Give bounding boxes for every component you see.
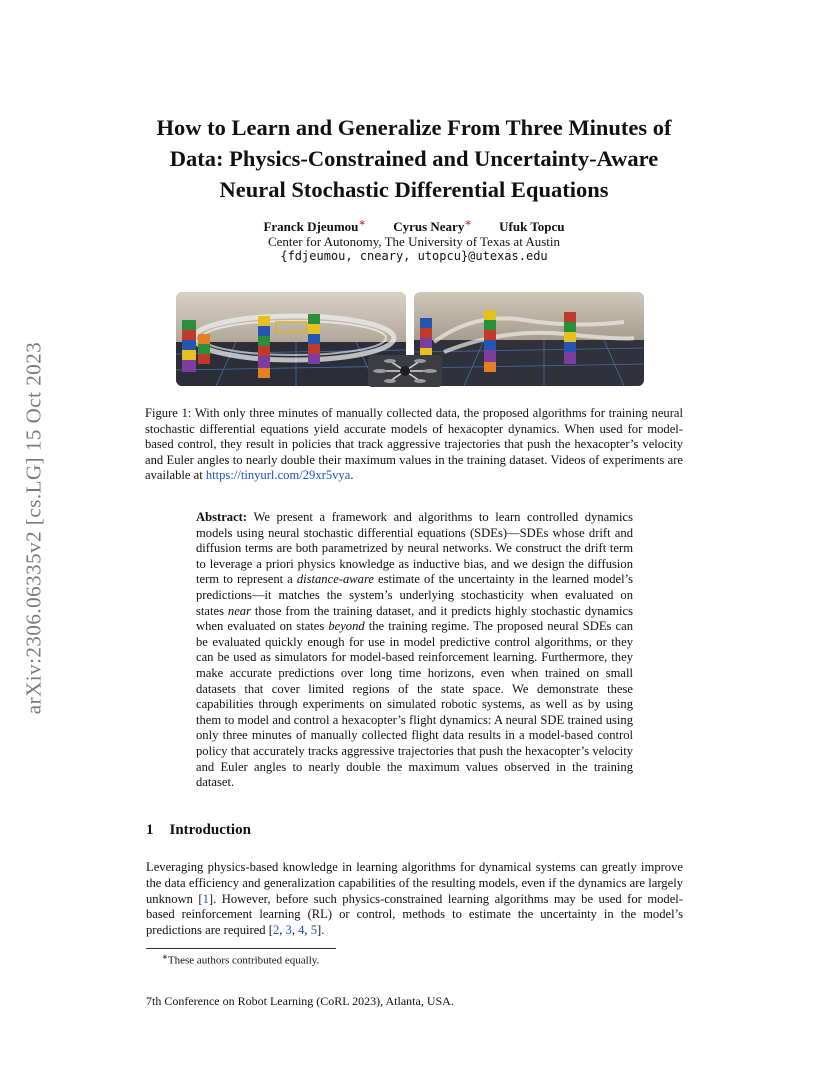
author-emails: {fdjeumou, cneary, utopcu}@utexas.edu	[280, 249, 548, 263]
footnote: ∗These authors contributed equally.	[162, 953, 320, 967]
abstract: Abstract: We present a framework and algorithms to learn controlled dynamics models using neural stochastic differential equations (SDEs)—SDEs whose drift and diffusion terms are both parametrized by neural networks. We construct the drift term to leverage a priori physics knowledge as inductive bias, and we design the diffusion term to represent a distance-aware estimate of the uncertainty in the learned model’s predictions—it matches the system’s underlying stochasticity when evaluated on states near those from the training dataset, and it predicts highly stochastic dynamics when evaluated on states beyond the training regime. The proposed neural SDEs can be evaluated quickly enough for use in model predictive control algorithms, or they can be used as simulators for model-based reinforcement learning. Furthermore, they make accurate predictions over long time horizons, even when trained on small datasets that cover limited regions of the state space. We demonstrate these capabilities through experiments on simulated robotic systems, as well as by using them to model and control a hexacopter’s flight dynamics: A neural SDE trained using only three minutes of manually collected flight data results in a model-based control policy that accurately tracks aggressive trajectories that push the hexacopter’s velocity and Euler angles to nearly double the maximum values observed in the training dataset.	[196, 510, 633, 790]
title-line: Neural Stochastic Differential Equations	[219, 177, 609, 202]
citation-link[interactable]: 5	[310, 923, 318, 938]
author: Ufuk Topcu	[499, 219, 565, 235]
figure-photo-right	[414, 292, 644, 386]
affiliation: Center for Autonomy, The University of Texas at Austin	[267, 234, 561, 249]
arxiv-identifier: arXiv:2306.06335v2 [cs.LG] 15 Oct 2023	[21, 341, 46, 714]
title-line: Data: Physics-Constrained and Uncertainty-Aware	[169, 146, 659, 171]
paper-title	[120, 112, 708, 205]
citation-link[interactable]: 4	[298, 923, 305, 938]
video-link[interactable]: https://tinyurl.com/29xr5vya	[205, 468, 351, 482]
venue-line: 7th Conference on Robot Learning (CoRL 2023), Atlanta, USA.	[146, 994, 454, 1008]
citation-link[interactable]: 2	[272, 923, 280, 938]
citation-link[interactable]: 3	[285, 923, 292, 938]
abstract-label: Abstract:	[196, 510, 248, 524]
author: Franck Djeumou∗	[263, 218, 366, 235]
author-list	[0, 218, 828, 235]
title-line: How to Learn and Generalize From Three Minutes of	[156, 115, 672, 140]
hexacopter-inset-photo	[368, 355, 442, 387]
citation-link[interactable]: 1	[202, 891, 209, 906]
author: Cyrus Neary∗	[393, 218, 472, 235]
section-heading: 1 Introduction	[146, 822, 251, 838]
footnote-divider	[146, 948, 336, 949]
introduction-paragraph: Leveraging physics-based knowledge in learning algorithms for dynamical systems can greatly improve the data efficiency and generalization capabilities of the resulting models, even if the dynamics are largely unknown [1]. However, before such physics-constrained learning algorithms may be used for model-based reinforcement learning (RL) or control, methods to estimate the uncertainty in the model’s predictions are required [2, 3, 4, 5].	[146, 860, 683, 938]
figure-caption: Figure 1: With only three minutes of manually collected data, the proposed algorithms for training neural stochastic differential equations yield accurate models of hexacopter dynamics. When used for model-based control, they result in policies that track aggressive trajectories that push the hexacopter’s velocity and Euler angles to nearly double their maximum values in the training dataset. Videos of experiments are available at https://tinyurl.com/29xr5vya.	[145, 406, 683, 482]
